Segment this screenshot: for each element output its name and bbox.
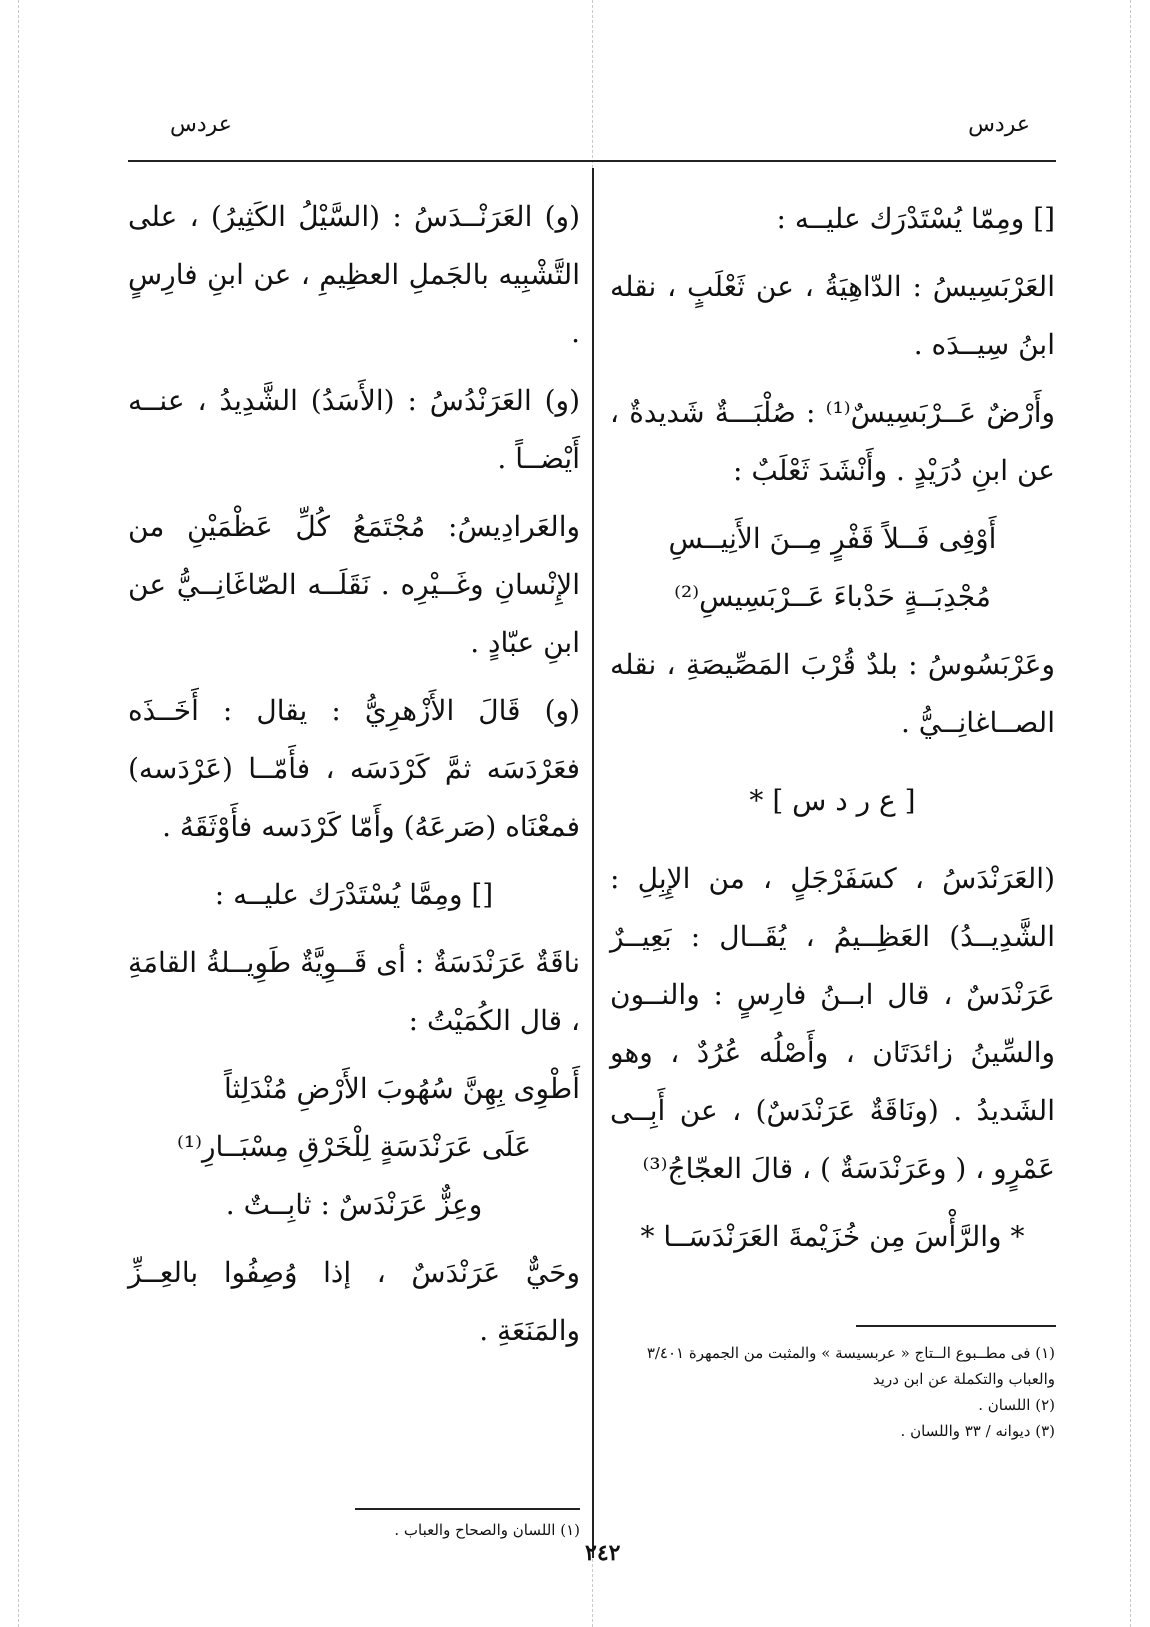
paragraph: [] ومِمّا يُسْتَدْرَك عليــه :: [776, 202, 1055, 235]
paragraph: العَرْبَسِيسُ : الدّاهِيَةُ ، عن ثَعْلَبٍ ، نقله ابنُ سِيــدَه .: [610, 270, 1055, 361]
footnote: (١) اللسان والصحاح والعباب .: [394, 1521, 580, 1539]
footnotes-left: [310, 1517, 580, 1543]
footnote: (٣) ديوانه / ٣٣ واللسان .: [900, 1422, 1055, 1440]
column-divider: [592, 168, 594, 1558]
paragraph: (العَرَنْدَسُ ، كسَفَرْجَلٍ ، من الإِبِلِ : الشَّدِيــدُ) العَظِــيمُ ، يُقَــال : بَعِيــرٌ عَرَنْدَسٌ ، قال ابــنُ فارِسٍ : والنــون والسِّينُ زائدَتَان ، وأَصْلُه عُرُدٌ ، وهو الشَديدُ . (ونَاقَةٌ عَرَنْدَسٌ) ، عن أَبِــى عَمْرٍو ، ( وعَرَنْدَسَةٌ ) ، قالَ العجّاجُ⁽³⁾: [610, 862, 1055, 1185]
verse-line: * والرَّأْسَ مِن خُزَيْمةَ العَرَنْدَسَــا *: [640, 1220, 1025, 1253]
running-header-right: عردس: [968, 112, 1030, 137]
verse-line: عَلَى عَرَنْدَسَةٍ لِلْخَرْقِ مِسْبَــارِ⁽¹⁾: [176, 1130, 532, 1163]
verse-line: مُجْدِبَــةٍ حَدْباءَ عَــرْبَسِيسِ⁽²⁾: [674, 580, 991, 613]
verse-line: أَوْفِى فَــلاً قَفْرٍ مِــنَ الأَنِيــسِ: [668, 522, 997, 555]
paragraph: وحَيٌّ عَرَنْدَسٌ ، إذا وُصِفُوا بالعِــزِّ والمَنَعَةِ .: [128, 1256, 580, 1347]
verse-line: أَطْوِى بِهِنَّ سُهُوبَ الأَرْضِ مُنْدَلِثاً: [223, 1072, 580, 1105]
paragraph: (و) العَرَنْدُسُ : (الأَسَدُ) الشَّدِيدُ ، عنــه أَيْضــاً .: [128, 384, 580, 475]
paragraph: [] ومِمَّا يُسْتَدْرَك عليــه :: [214, 878, 494, 911]
paragraph: (و) العَرَنْــدَسُ : (السَّيْلُ الكَثِيرُ) ، على التَّشْبِيه بالجَملِ العظِيمِ ، عن ابنِ فارِسٍ .: [128, 200, 580, 349]
footnotes-right: [615, 1340, 1055, 1444]
header-rule: [128, 160, 1056, 162]
fold-line: [1130, 0, 1131, 1627]
paragraph: ناقَةٌ عَرَنْدَسَةٌ : أى قَــوِيَّةٌ طَوِيــلةُ القامَةِ ، قال الكُمَيْتُ :: [128, 946, 580, 1037]
footnote-rule: [355, 1508, 580, 1510]
left-column: [128, 188, 580, 1370]
running-header-left: عردس: [170, 112, 232, 137]
right-column: [610, 190, 1055, 1266]
fold-line: [18, 0, 19, 1627]
paragraph: والعَرادِيسُ: مُجْتَمَعُ كُلِّ عَظْمَيْنِ من الإِنْسانِ وغَــيْرِه . نَقَلَــه الصّاغَانِــيُّ عن ابنِ عبّادٍ .: [128, 510, 580, 659]
paragraph: وأَرْضٌ عَــرْبَسِيسٌ⁽¹⁾ : صُلْبَـــةٌ شَديدةٌ ، عن ابنِ دُرَيْدٍ . وأَنْشَدَ ثَعْلَبٌ :: [610, 396, 1056, 487]
footnote: (١) فى مطــبوع الــتاج « عربسيسة » والمثبت من الجمهرة ٣/٤٠١ والعباب والتكملة عن ابن دريد: [646, 1344, 1055, 1388]
footnote-rule: [856, 1325, 1056, 1327]
paragraph: وعِزٌّ عَرَنْدَسٌ : ثابِــتٌ .: [225, 1188, 483, 1221]
footnote: (٢) اللسان .: [978, 1396, 1055, 1414]
paragraph: وعَرْبَسُوسُ : بلدٌ قُرْبَ المَصِّيصَةِ ، نقله الصــاغانِــيُّ .: [610, 648, 1055, 739]
paragraph: (و) قَالَ الأَزْهرِيُّ : يقال : أَخَــذَه فعَرْدَسَه ثمَّ كَرْدَسَه ، فأَمّــا (عَرْدَسه) فمعْنَاه (صَرعَهُ) وأَمّا كَرْدَسه فأَوْثَقَهُ .: [128, 694, 580, 843]
page-number: ٢٤٢: [585, 1540, 621, 1566]
entry-heading: [ ع ر د س ] *: [749, 784, 916, 817]
